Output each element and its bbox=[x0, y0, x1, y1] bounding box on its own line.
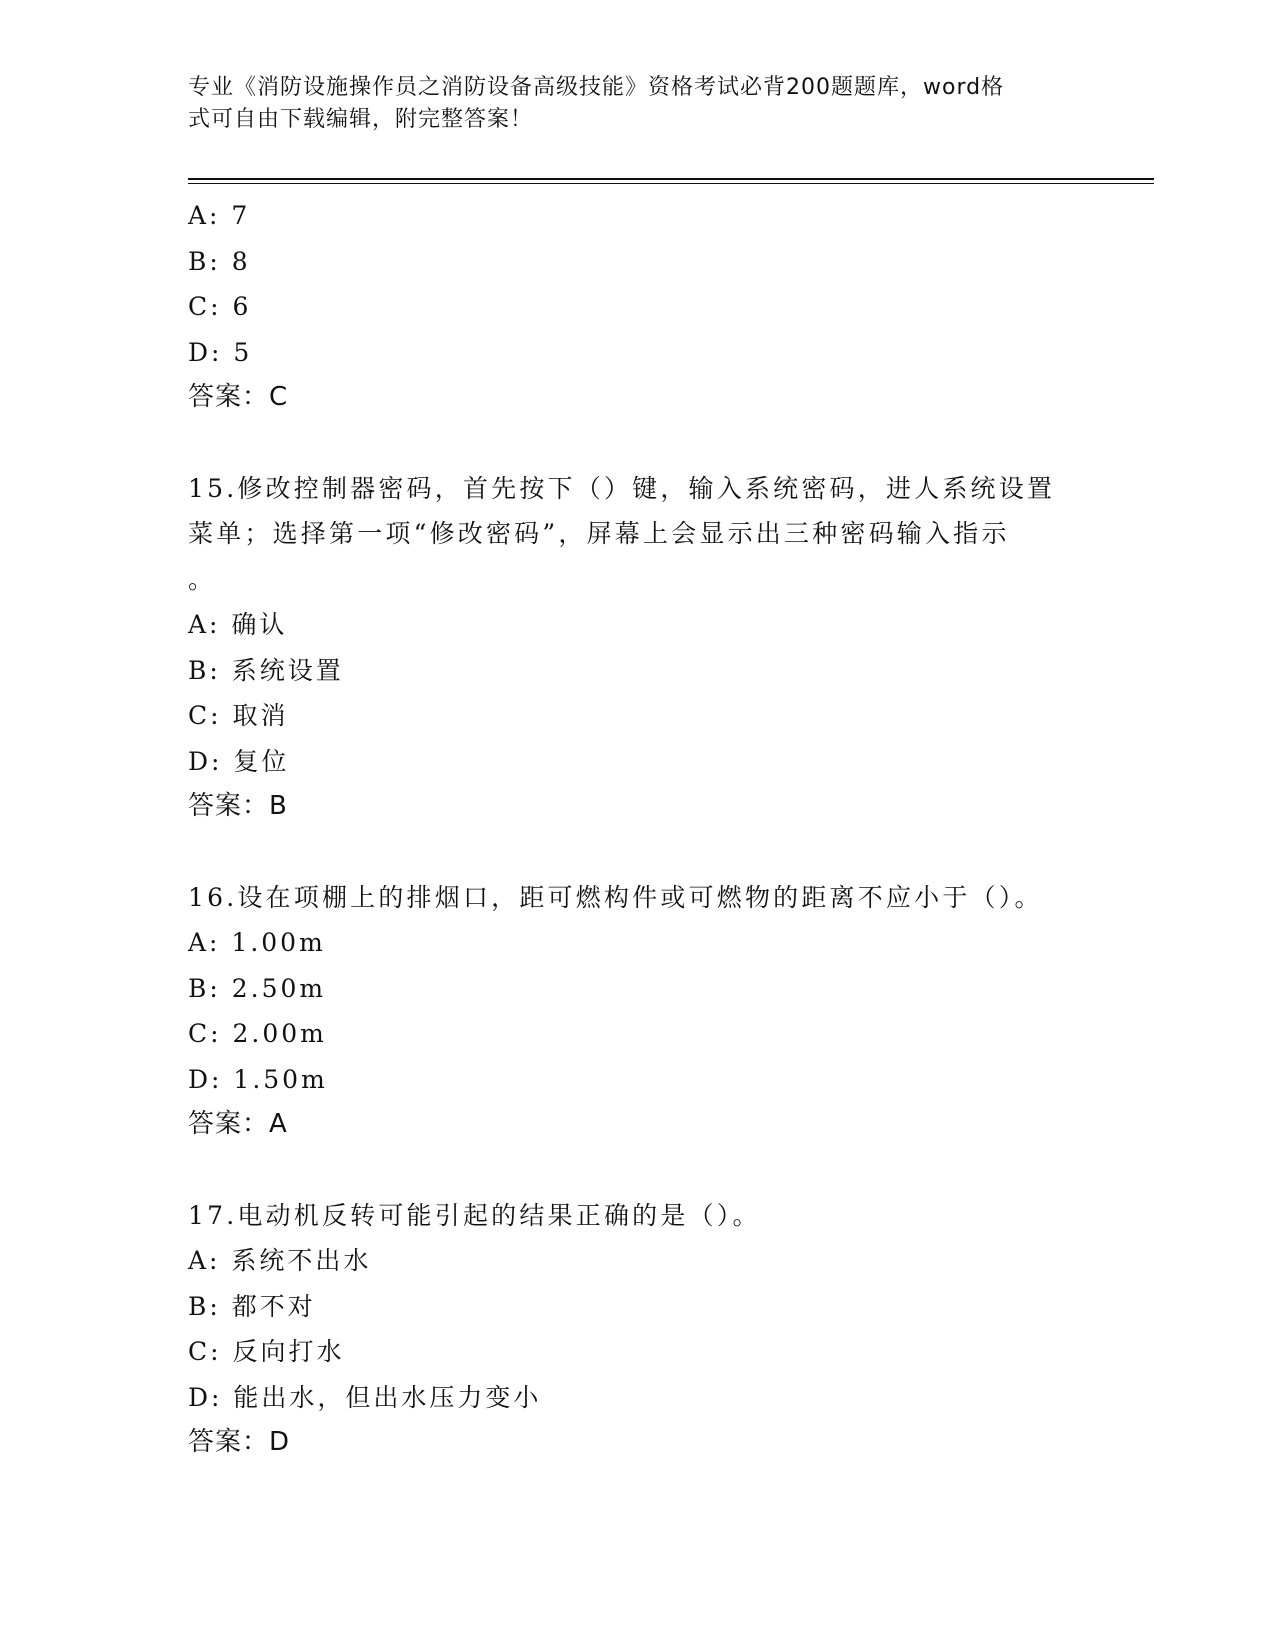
option-b: B: 都不对 bbox=[188, 1291, 316, 1321]
answer: 答案：C bbox=[188, 382, 289, 412]
question-list bbox=[188, 193, 1088, 1466]
option-d: D: 能出水，但出水压力变小 bbox=[188, 1382, 542, 1412]
spacer bbox=[188, 421, 1088, 466]
spacer bbox=[188, 830, 1088, 875]
option-a: A: 系统不出水 bbox=[188, 1246, 372, 1275]
spacer bbox=[188, 1148, 1088, 1193]
question-15 bbox=[188, 466, 1088, 830]
option-c: C: 反向打水 bbox=[188, 1337, 345, 1366]
option-a: A: 1.00m bbox=[188, 928, 326, 957]
option-d: D: 1.50m bbox=[188, 1064, 328, 1094]
option-d: D: 5 bbox=[188, 337, 253, 367]
header-line-2: 式可自由下载编辑，附完整答案！ bbox=[188, 107, 534, 132]
question-stem: 16.设在项棚上的排烟口，距可燃构件或可燃物的距离不应小于（）。 bbox=[188, 882, 1043, 912]
answer: 答案：A bbox=[188, 1109, 288, 1139]
question-stem: 17.电动机反转可能引起的结果正确的是（）。 bbox=[188, 1200, 761, 1230]
option-d: D: 复位 bbox=[188, 746, 290, 776]
question-17 bbox=[188, 1193, 1088, 1466]
option-b: B: 2.50m bbox=[188, 973, 327, 1003]
question-stem: 15.修改控制器密码，首先按下（）键，输入系统密码，进人系统设置 bbox=[188, 473, 1056, 503]
option-b: B: 8 bbox=[188, 246, 251, 276]
header-rule-thin bbox=[188, 183, 1154, 184]
option-a: A: 7 bbox=[188, 201, 251, 230]
header-rule-thick bbox=[188, 178, 1154, 180]
option-c: C: 2.00m bbox=[188, 1019, 327, 1048]
option-b: B: 系统设置 bbox=[188, 655, 344, 685]
option-c: C: 取消 bbox=[188, 701, 289, 730]
question-stem: 菜单；选择第一项“修改密码”，屏幕上会显示出三种密码输入指示 bbox=[188, 519, 1010, 548]
answer: 答案：D bbox=[188, 1427, 291, 1457]
question-stem: 。 bbox=[188, 564, 217, 594]
question-16 bbox=[188, 875, 1088, 1148]
option-a: A: 确认 bbox=[188, 610, 288, 639]
option-c: C: 6 bbox=[188, 292, 252, 321]
document-header bbox=[188, 72, 1068, 136]
answer: 答案：B bbox=[188, 791, 288, 821]
question-14 bbox=[188, 193, 1088, 421]
header-line-1: 专业《消防设施操作员之消防设备高级技能》资格考试必背200题题库，word格 bbox=[188, 75, 1005, 100]
